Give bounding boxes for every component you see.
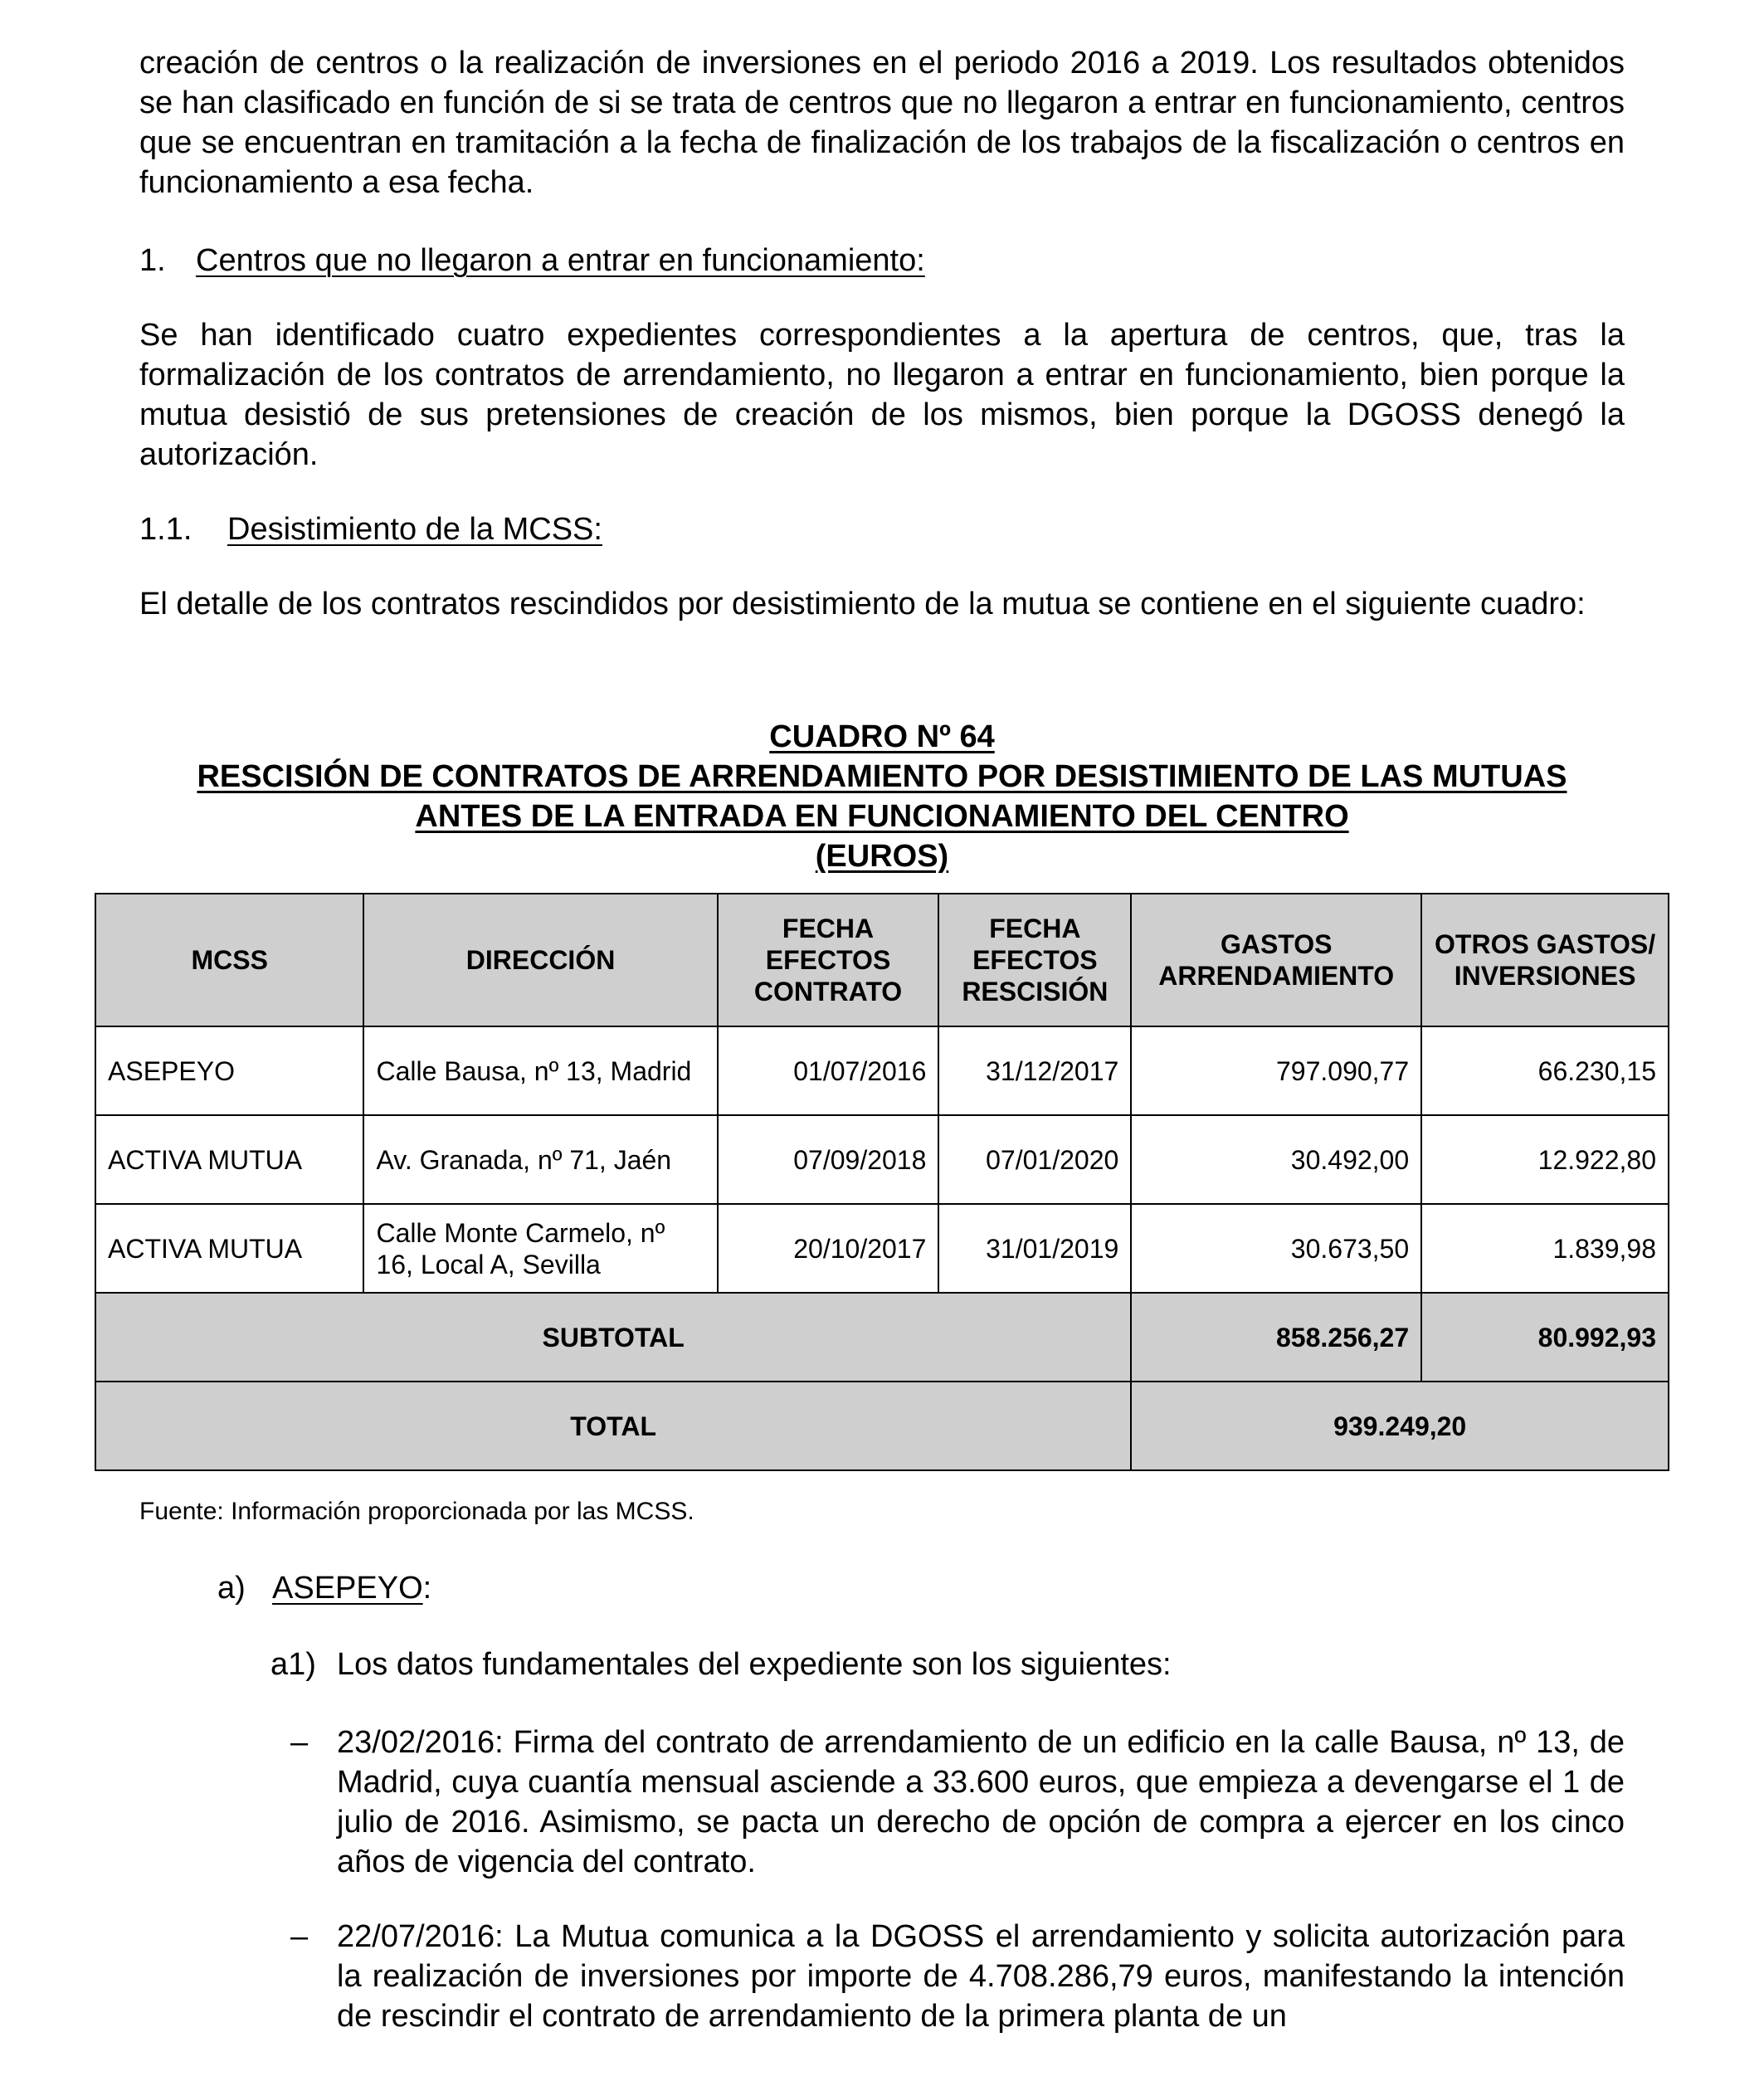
section-1-heading [139, 241, 925, 280]
cell-mcss: ACTIVA MUTUA [95, 1115, 363, 1204]
cell-fecha-contrato: 07/09/2018 [718, 1115, 939, 1204]
cell-gastos: 797.090,77 [1131, 1026, 1421, 1115]
table-title [139, 717, 1625, 876]
section-1-1-paragraph: El detalle de los contratos rescindidos por desistimiento de la mutua se contiene en el siguiente cuadro: [139, 587, 1586, 621]
cell-fecha-contrato: 20/10/2017 [718, 1204, 939, 1293]
section-1-number: 1. [139, 243, 166, 278]
item-a1-text: Los datos fundamentales del expediente son los siguientes: [337, 1647, 1172, 1682]
total-row [95, 1382, 1669, 1470]
table-title-number: CUADRO Nº 64 [769, 719, 995, 754]
table-row [95, 1026, 1669, 1115]
header-otros-gastos: OTROS GASTOS/ INVERSIONES [1421, 894, 1669, 1026]
table-row [95, 1115, 1669, 1204]
subtotal-row [95, 1293, 1669, 1382]
cell-fecha-rescision: 31/01/2019 [938, 1204, 1131, 1293]
cell-fecha-contrato: 01/07/2016 [718, 1026, 939, 1115]
table-title-line-3: ANTES DE LA ENTRADA EN FUNCIONAMIENTO DEL CENTRO [415, 799, 1349, 834]
cell-mcss: ASEPEYO [95, 1026, 363, 1115]
source-note: Fuente: Información proporcionada por las MCSS. [139, 1498, 694, 1525]
cell-fecha-rescision: 31/12/2017 [938, 1026, 1131, 1115]
cell-mcss: ACTIVA MUTUA [95, 1204, 363, 1293]
section-1-1-number: 1.1. [139, 512, 192, 547]
section-1-paragraph: Se han identificado cuatro expedientes correspondientes a la apertura de centros, que, tras la formalización de los contratos de arrendamiento, no llegaron a entrar en funcionamiento, bien porque la mutua desistió de sus pretensiones de creación de los mismos, bien porque la DGOSS denegó la autorización. [139, 318, 1625, 472]
bullet-text: 22/07/2016: La Mutua comunica a la DGOSS el arrendamiento y solicita autorización para la realización de inversiones por importe de 4.708.286,79 euros, manifestando la intención de rescindir el contrato de arrendamiento de la primera planta de un [337, 1919, 1625, 2034]
section-1-1-title: Desistimiento de la MCSS: [227, 512, 602, 547]
item-a-heading [217, 1568, 431, 1608]
cell-direccion: Av. Granada, nº 71, Jaén [363, 1115, 717, 1204]
bullet-dash: – [290, 1725, 309, 1760]
table-title-line-2: RESCISIÓN DE CONTRATOS DE ARRENDAMIENTO POR DESISTIMIENTO DE LAS MUTUAS [197, 759, 1567, 794]
cell-otros: 12.922,80 [1421, 1115, 1669, 1204]
cell-direccion: Calle Bausa, nº 13, Madrid [363, 1026, 717, 1115]
header-fecha-contrato: FECHA EFECTOS CONTRATO [718, 894, 939, 1026]
table-title-units: (EUROS) [815, 839, 949, 874]
table-row [95, 1204, 1669, 1293]
item-a-title: ASEPEYO [272, 1571, 423, 1606]
intro-paragraph: creación de centros o la realización de inversiones en el periodo 2016 a 2019. Los resultados obtenidos se han clasificado en función de si se trata de centros que no llegaron a entrar en funcionamiento, centros que se encuentran en tramitación a la fecha de finalización de los trabajos de la fiscalización o centros en funcionamiento a esa fecha. [139, 46, 1625, 200]
cell-direccion: Calle Monte Carmelo, nº 16, Local A, Sevilla [363, 1204, 717, 1293]
item-a1-heading [270, 1645, 1172, 1684]
subtotal-gastos: 858.256,27 [1131, 1293, 1421, 1382]
item-a-label: a) [217, 1571, 246, 1606]
header-gastos-arrendamiento: GASTOS ARRENDAMIENTO [1131, 894, 1421, 1026]
subtotal-otros: 80.992,93 [1421, 1293, 1669, 1382]
cell-gastos: 30.673,50 [1131, 1204, 1421, 1293]
header-mcss: MCSS [95, 894, 363, 1026]
cell-otros: 66.230,15 [1421, 1026, 1669, 1115]
header-direccion: DIRECCIÓN [363, 894, 717, 1026]
cell-fecha-rescision: 07/01/2020 [938, 1115, 1131, 1204]
item-a1-label: a1) [270, 1647, 316, 1682]
item-a-suffix: : [422, 1571, 432, 1606]
total-value: 939.249,20 [1131, 1382, 1669, 1470]
cell-gastos: 30.492,00 [1131, 1115, 1421, 1204]
section-1-title: Centros que no llegaron a entrar en funcionamiento: [196, 243, 925, 278]
header-fecha-rescision: FECHA EFECTOS RESCISIÓN [938, 894, 1131, 1026]
bullet-text: 23/02/2016: Firma del contrato de arrendamiento de un edificio en la calle Bausa, nº 13, de Madrid, cuya cuantía mensual asciende a 33.600 euros, que empieza a devengarse el 1 de julio de 2016. Asimismo, se pacta un derecho de opción de compra a ejercer en los cinco años de vigencia del contrato. [337, 1725, 1625, 1879]
table-header-row [95, 894, 1669, 1026]
bullet-dash: – [290, 1919, 309, 1954]
subtotal-label: SUBTOTAL [95, 1293, 1131, 1382]
cell-otros: 1.839,98 [1421, 1204, 1669, 1293]
contracts-table [95, 893, 1669, 1471]
total-label: TOTAL [95, 1382, 1131, 1470]
section-1-1-heading [139, 509, 602, 549]
